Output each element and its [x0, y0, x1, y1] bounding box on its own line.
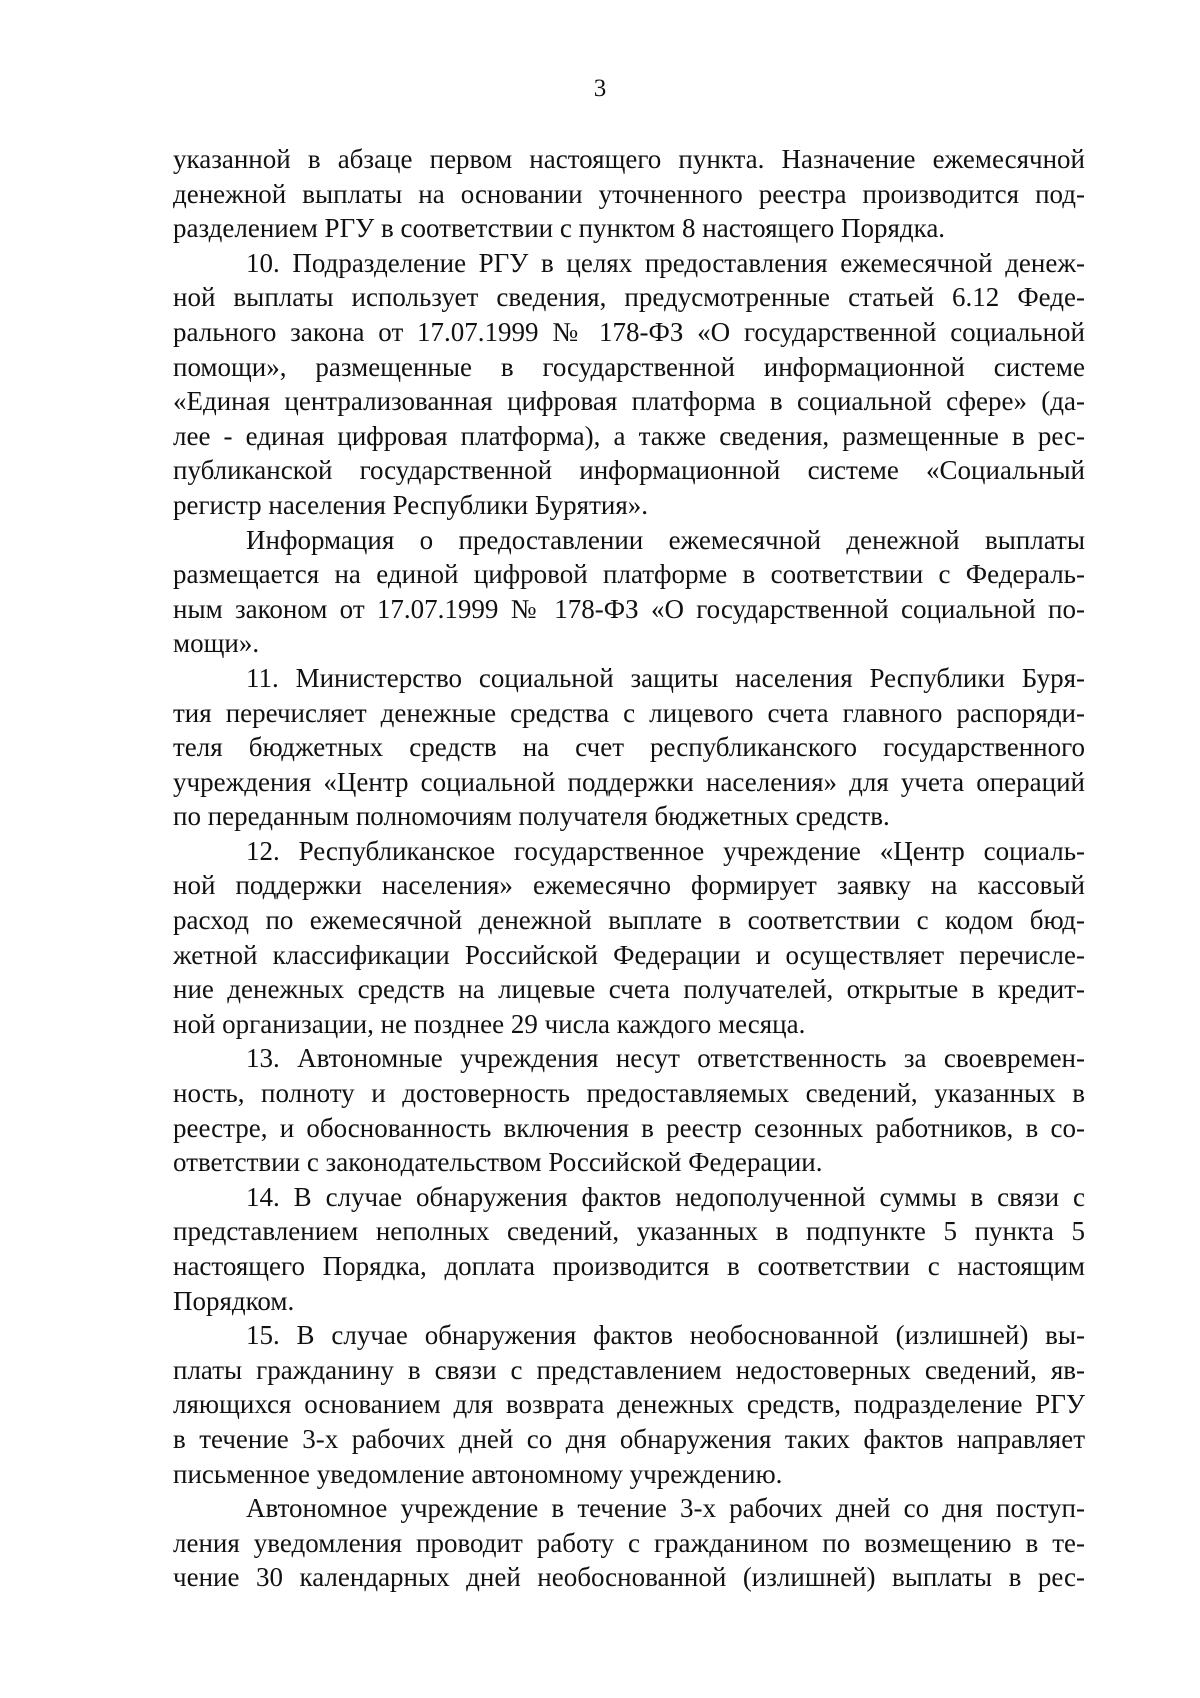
text-line: настоящего Порядка, доплата производится в соответствии с настоящим: [173, 1251, 1085, 1281]
text-line: 10. Подразделение РГУ в целях предоставления ежемесячной денеж-: [246, 247, 1085, 278]
text-line: помощи», размещенные в государственной информационной системе: [173, 351, 1085, 382]
text-line: 13. Автономные учреждения несут ответственность за своевремен-: [246, 1043, 1085, 1074]
text-line: в течение 3-х рабочих дней со дня обнаружения таких фактов направляет: [173, 1423, 1085, 1454]
text-line: ления уведомления проводит работу с гражданином по возмещению в те-: [173, 1527, 1085, 1558]
text-line: Автономное учреждение в течение 3-х рабочих дней со дня поступ-: [246, 1493, 1085, 1524]
text-line: реестре, и обоснованность включения в реестр сезонных работников, в со-: [173, 1112, 1085, 1143]
text-line: денежной выплаты на основании уточненного реестра производится под-: [173, 178, 1085, 209]
text-line: ответствии с законодательством Российской Федерации.: [173, 1147, 823, 1178]
text-line: ным законом от 17.07.1999 № 178-ФЗ «О государственной социальной по-: [173, 593, 1085, 624]
text-line: указанной в абзаце первом настоящего пункта. Назначение ежемесячной: [173, 144, 1085, 174]
text-line: ность, полноту и достоверность предоставляемых сведений, указанных в: [173, 1078, 1085, 1109]
text-line: ние денежных средств на лицевые счета получателей, открытые в кредит-: [173, 974, 1085, 1005]
text-line: расход по ежемесячной денежной выплате в соответствии с кодом бюд-: [173, 905, 1085, 936]
text-line: жетной классификации Российской Федерации и осуществляет перечисле-: [173, 939, 1085, 970]
document-body: [173, 142, 1085, 1595]
text-line: ляющихся основанием для возврата денежных средств, подразделение РГУ: [173, 1389, 1085, 1420]
text-line: лее - единая цифровая платформа), а также сведения, размещенные в рес-: [173, 420, 1085, 451]
text-line: рального закона от 17.07.1999 № 178-ФЗ «О государственной социальной: [173, 316, 1085, 347]
text-line: представлением неполных сведений, указанных в подпункте 5 пункта 5: [173, 1216, 1085, 1247]
text-line: 15. В случае обнаружения фактов необоснованной (излишней) вы-: [246, 1320, 1085, 1351]
text-line: размещается на единой цифровой платформе в соответствии с Федераль-: [173, 559, 1085, 590]
page-number: 3: [593, 75, 607, 102]
text-line: ной выплаты использует сведения, предусмотренные статьей 6.12 Феде-: [173, 282, 1085, 313]
text-line: ной поддержки населения» ежемесячно формирует заявку на кассовый: [173, 870, 1085, 901]
text-line: «Единая централизованная цифровая платформа в социальной сфере» (да-: [173, 386, 1085, 417]
text-line: по переданным полномочиям получателя бюджетных средств.: [173, 801, 890, 832]
text-line: учреждения «Центр социальной поддержки населения» для учета операций: [173, 766, 1085, 797]
text-line: 12. Республиканское государственное учреждение «Центр социаль-: [246, 835, 1085, 866]
text-line: 14. В случае обнаружения фактов недополученной суммы в связи с: [246, 1181, 1085, 1212]
text-line: платы гражданину в связи с представлением недостоверных сведений, яв-: [173, 1354, 1085, 1385]
text-line: ной организации, не позднее 29 числа каждого месяца.: [173, 1008, 806, 1039]
text-line: публиканской государственной информационной системе «Социальный: [173, 455, 1085, 486]
text-line: Порядком.: [173, 1285, 295, 1316]
text-line: регистр населения Республики Бурятия».: [173, 489, 648, 520]
text-line: теля бюджетных средств на счет республиканского государственного: [173, 732, 1085, 763]
text-line: 11. Министерство социальной защиты населения Республики Буря-: [246, 662, 1085, 693]
text-line: Информация о предоставлении ежемесячной денежной выплаты: [246, 524, 1085, 555]
text-line: разделением РГУ в соответствии с пунктом 8 настоящего Порядка.: [173, 213, 946, 244]
text-line: чение 30 календарных дней необоснованной (излишней) выплаты в рес-: [173, 1562, 1085, 1593]
text-line: письменное уведомление автономному учреждению.: [173, 1458, 783, 1489]
text-line: тия перечисляет денежные средства с лицевого счета главного распоряди-: [173, 697, 1085, 728]
text-line: мощи».: [173, 628, 260, 659]
